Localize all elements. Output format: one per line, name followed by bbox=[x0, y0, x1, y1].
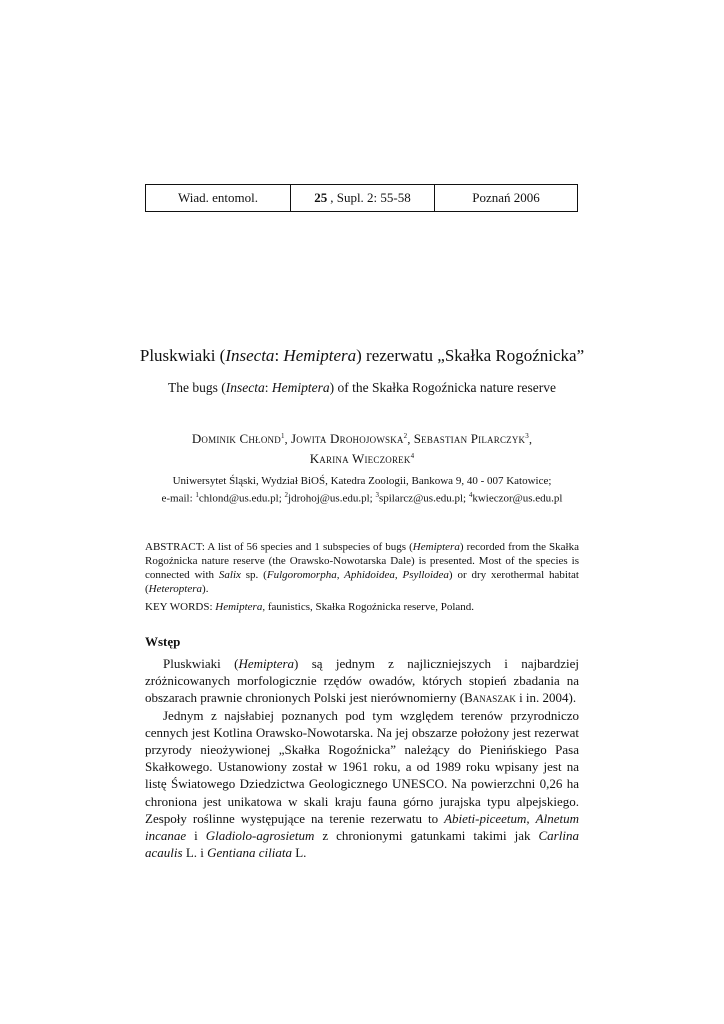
journal-name-text: Wiad. entomol. bbox=[178, 190, 258, 205]
paragraph-text: i bbox=[186, 828, 206, 844]
abstract-taxon: Hemiptera bbox=[412, 541, 460, 553]
title-pl-part: ) rezerwatu „Skałka Rogoźnicka” bbox=[356, 346, 585, 365]
title-english bbox=[0, 380, 724, 396]
email-mark: 2 bbox=[284, 491, 289, 499]
title-en-part: ) of the Skałka Rogoźnicka nature reserve bbox=[329, 380, 557, 395]
title-pl-taxon: Insecta bbox=[225, 346, 275, 365]
paragraph-taxon: Abieti-piceetum bbox=[444, 810, 527, 826]
author-affil-mark: 1 bbox=[280, 432, 285, 440]
paragraph-text: ) są jednym z najliczniejszych i najbardziej zróżnicowanych morfologicznie rzędów owadów, których stopień zbadania na obszarach prawnie chronionych Polski jest nierównomierny ( bbox=[145, 656, 579, 706]
author-affil-mark: 4 bbox=[410, 452, 415, 460]
author-affil-mark: 2 bbox=[403, 432, 408, 440]
author-name: Karina Wieczorek bbox=[309, 451, 411, 466]
body-text bbox=[145, 655, 579, 861]
keywords-text: , faunistics, Skałka Rogoźnicka reserve, Poland. bbox=[262, 601, 475, 613]
email-address: chlond@us.edu.pl; bbox=[198, 492, 285, 505]
keywords-label: KEY WORDS: bbox=[145, 601, 216, 613]
title-pl-part: Pluskwiaki ( bbox=[139, 346, 226, 365]
paragraph-taxon: Gladiolo-agrosietum bbox=[205, 828, 315, 844]
journal-volume-cell bbox=[291, 185, 435, 211]
authors-line-2 bbox=[0, 448, 724, 468]
abstract-text: ABSTRACT: A list of 56 species and 1 subspecies of bugs ( bbox=[145, 541, 413, 553]
abstract-taxon: Heteroptera bbox=[148, 583, 203, 595]
email-line bbox=[0, 488, 724, 506]
author-affil-mark: 3 bbox=[525, 432, 529, 440]
paragraph-text: L. bbox=[291, 845, 307, 861]
title-polish bbox=[0, 346, 724, 366]
title-en-part: The bugs ( bbox=[167, 380, 226, 395]
section-heading: Wstęp bbox=[145, 634, 181, 649]
paragraph-text: i in. 2004). bbox=[515, 690, 577, 706]
author-name: Dominik Chłond bbox=[191, 431, 281, 446]
email-label: e-mail: bbox=[161, 492, 196, 505]
abstract-taxon: Fulgoromorpha, Aphidoidea, Psylloidea bbox=[266, 569, 449, 581]
paragraph bbox=[145, 707, 579, 862]
paragraph-text: z chronionymi gatunkami takimi jak bbox=[314, 828, 539, 844]
email-address: jdrohoj@us.edu.pl; bbox=[288, 492, 376, 505]
affiliation-line: Uniwersytet Śląski, Wydział BiOŚ, Katedra Zoologii, Bankowa 9, 40 - 007 Katowice; bbox=[172, 475, 552, 487]
affiliation bbox=[0, 474, 724, 506]
authors-line-1 bbox=[0, 428, 724, 448]
paragraph-text: Pluskwiaki ( bbox=[163, 656, 239, 671]
title-pl-part: : bbox=[274, 346, 284, 365]
abstract-text: sp. ( bbox=[240, 569, 267, 581]
paragraph-taxon: Hemiptera bbox=[238, 656, 295, 671]
journal-name bbox=[146, 185, 291, 211]
abstract-taxon: Salix bbox=[218, 569, 241, 581]
paragraph-text: L. i bbox=[182, 845, 208, 861]
paragraph-taxon: Carlina acaulis bbox=[145, 828, 579, 861]
paragraph-taxon: Gentiana ciliata bbox=[207, 845, 292, 861]
keywords bbox=[145, 600, 579, 614]
email-mark: 3 bbox=[375, 491, 379, 499]
authors bbox=[0, 428, 724, 468]
journal-place-year bbox=[435, 185, 577, 211]
journal-issue-pages: , Supl. 2: 55-58 bbox=[330, 190, 411, 205]
citation-author: Banaszak bbox=[464, 690, 516, 706]
abstract-text: ). bbox=[202, 583, 209, 595]
email-address: kwieczor@us.edu.pl bbox=[472, 492, 563, 505]
title-en-part: : bbox=[264, 380, 272, 395]
abstract-text: ) or dry xerothermal habitat ( bbox=[145, 569, 579, 595]
journal-header-box bbox=[145, 184, 578, 212]
abstract-text: ) recorded from the Skałka Rogoźnicka nature reserve (the Orawsko-Nowotarska Dale) is presented. Most of the species is connected with bbox=[145, 541, 579, 581]
author-name: Sebastian Pilarczyk bbox=[413, 431, 526, 446]
author-separator: , bbox=[407, 432, 414, 446]
author-name: Jowita Drohojowska bbox=[291, 431, 404, 446]
title-pl-taxon: Hemiptera bbox=[283, 346, 357, 365]
title-en-taxon: Insecta bbox=[225, 380, 265, 395]
email-mark: 4 bbox=[468, 491, 473, 499]
journal-place-year-text: Poznań 2006 bbox=[472, 190, 540, 205]
paragraph-taxon: Alnetum incanae bbox=[145, 810, 579, 844]
author-separator: , bbox=[528, 432, 533, 446]
email-mark: 1 bbox=[195, 491, 199, 499]
email-address: spilarcz@us.edu.pl; bbox=[378, 492, 469, 505]
author-separator: , bbox=[284, 432, 292, 446]
journal-volume: 25 bbox=[314, 190, 328, 205]
paragraph bbox=[145, 655, 579, 707]
paragraph-text: Jednym z najsłabiej poznanych pod tym względem terenów przyrodniczo cennych jest Kotlina Orawsko-Nowotarska. Na jej obszarze położony jest rezerwat przyrody nieożywionej „Skałka Rogoźnicka” należący do Pienińskiego Pasa Skałkowego. Ustanowiony został w 1961 roku, a od 1989 roku wpisany jest na listę Światowego Dziedzictwa Geologicznego UNESCO. Na powierzchni 0,26 ha chroniona jest unikatowa w skali kraju fauna górno jurajska typu alpejskiego. Zespoły roślinne występujące na terenie rezerwatu to bbox=[145, 707, 579, 826]
abstract bbox=[145, 540, 579, 596]
paragraph-text: , bbox=[526, 810, 536, 826]
title-en-taxon: Hemiptera bbox=[271, 380, 330, 395]
keywords-taxon: Hemiptera bbox=[215, 601, 263, 613]
